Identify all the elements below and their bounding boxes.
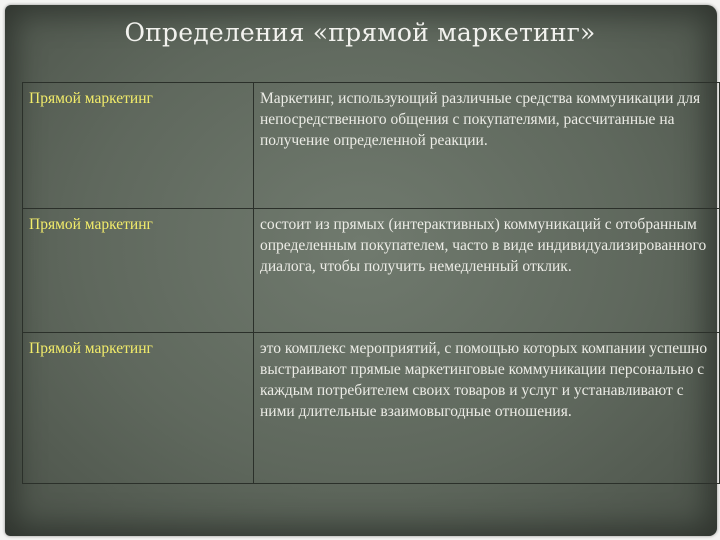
slide-title: Определения «прямой маркетинг»	[124, 18, 596, 47]
definitions-table	[22, 82, 720, 484]
term-cell: Прямой маркетинг	[23, 333, 254, 484]
definition-cell: это комплекс мероприятий, с помощью которых компании успешно выстраивают прямые маркетинговые коммуникации персонально с каждым потребителем своих товаров и услуг и устанавливают с ними длительные взаимовыгодные отношения.	[254, 333, 720, 484]
definition-cell: Маркетинг, использующий различные средства коммуникации для непосредственного общения с покупателями, рассчитанные на получение определенной реакции.	[254, 83, 720, 209]
table-row	[23, 333, 720, 484]
table-row	[23, 83, 720, 209]
table-row	[23, 209, 720, 333]
term-cell: Прямой маркетинг	[23, 83, 254, 209]
term-cell: Прямой маркетинг	[23, 209, 254, 333]
definition-cell: состоит из прямых (интерактивных) коммуникаций с отобранным определенным покупателем, часто в виде индивидуализированного диалога, чтобы получить немедленный отклик.	[254, 209, 720, 333]
